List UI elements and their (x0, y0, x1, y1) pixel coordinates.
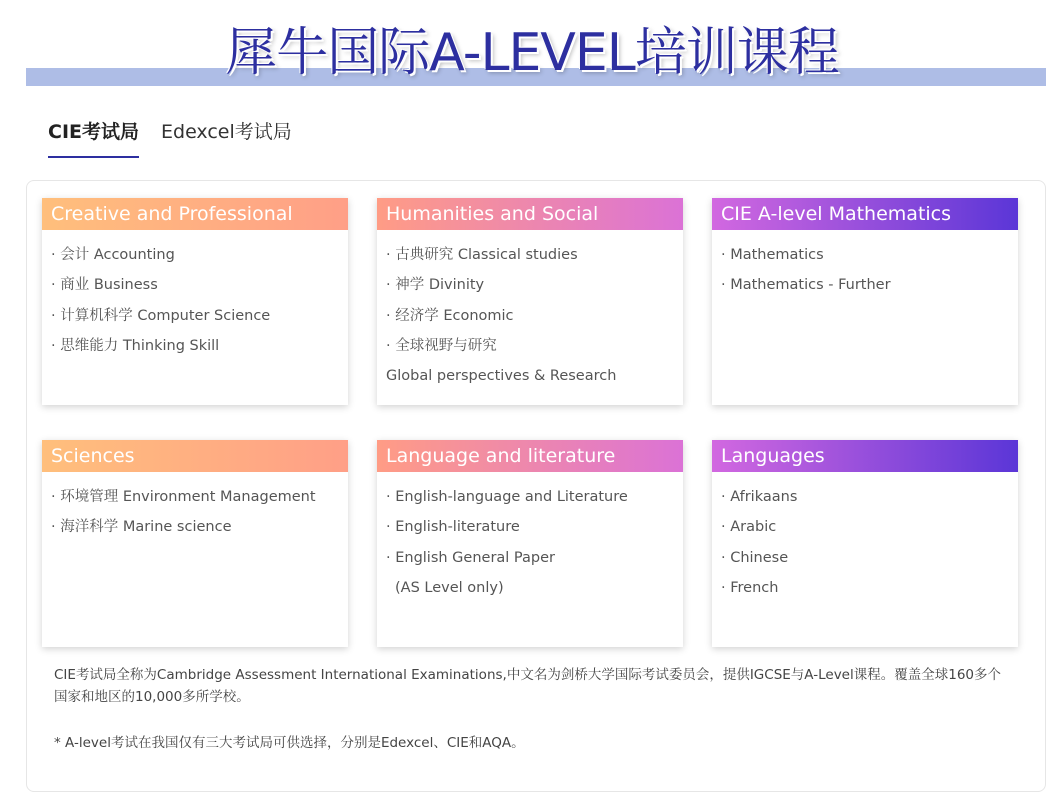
page-title: 犀牛国际A-LEVEL培训课程 (225, 23, 839, 83)
list-item: · 经济学 Economic (386, 307, 514, 324)
list-item: · Afrikaans (721, 489, 798, 505)
list-item: · Mathematics (721, 247, 824, 263)
card-title: Language and literature (377, 440, 683, 472)
course-list (377, 472, 683, 603)
list-item: · French (721, 579, 779, 596)
cie-description: CIE考试局全称为Cambridge Assessment International Examinations,中文名为剑桥大学国际考试委员会，提供IGCSE与A-Level课程。覆盖全球160多个国家和地区的10,000多所学校。 (54, 667, 1002, 705)
card-title: Creative and Professional (42, 198, 348, 230)
course-list (42, 230, 348, 361)
list-item: Global perspectives & Research (386, 368, 617, 385)
course-card-creative-professional (42, 198, 348, 405)
list-item: · English General Paper (386, 549, 556, 566)
list-item: · 环境管理 Environment Management (51, 489, 316, 505)
card-title: CIE A-level Mathematics (712, 198, 1018, 230)
course-list (712, 472, 1018, 603)
exam-board-note: * A-level考试在我国仅有三大考试局可供选择，分别是Edexcel、CIE和AQA。 (54, 735, 525, 751)
list-item: · 古典研究 Classical studies (386, 247, 578, 263)
list-item: · 全球视野与研究 (386, 337, 497, 354)
list-item: (AS Level only) (395, 579, 504, 596)
exam-board-tabs (48, 118, 292, 158)
list-item: · 海洋科学 Marine science (51, 519, 232, 536)
tab-edexcel[interactable]: Edexcel考试局 (161, 121, 292, 143)
list-item: · 神学 Divinity (386, 277, 485, 294)
course-list (712, 230, 1018, 301)
list-item: · Mathematics - Further (721, 277, 891, 294)
course-card-languages (712, 440, 1018, 647)
card-title: Humanities and Social (377, 198, 683, 230)
list-item: · English-language and Literature (386, 489, 628, 505)
list-item: · Arabic (721, 519, 777, 536)
course-card-sciences (42, 440, 348, 647)
card-title: Languages (712, 440, 1018, 472)
course-card-mathematics (712, 198, 1018, 405)
list-item: · English-literature (386, 519, 520, 536)
list-item: · 商业 Business (51, 277, 158, 294)
card-title: Sciences (42, 440, 348, 472)
course-list (42, 472, 348, 543)
tab-cie[interactable]: CIE考试局 (48, 118, 139, 158)
list-item: · 思维能力 Thinking Skill (51, 337, 220, 354)
course-card-humanities-social (377, 198, 683, 405)
course-card-language-literature (377, 440, 683, 647)
list-item: · 计算机科学 Computer Science (51, 307, 271, 324)
course-list (377, 230, 683, 391)
list-item: · 会计 Accounting (51, 247, 175, 263)
list-item: · Chinese (721, 549, 789, 566)
